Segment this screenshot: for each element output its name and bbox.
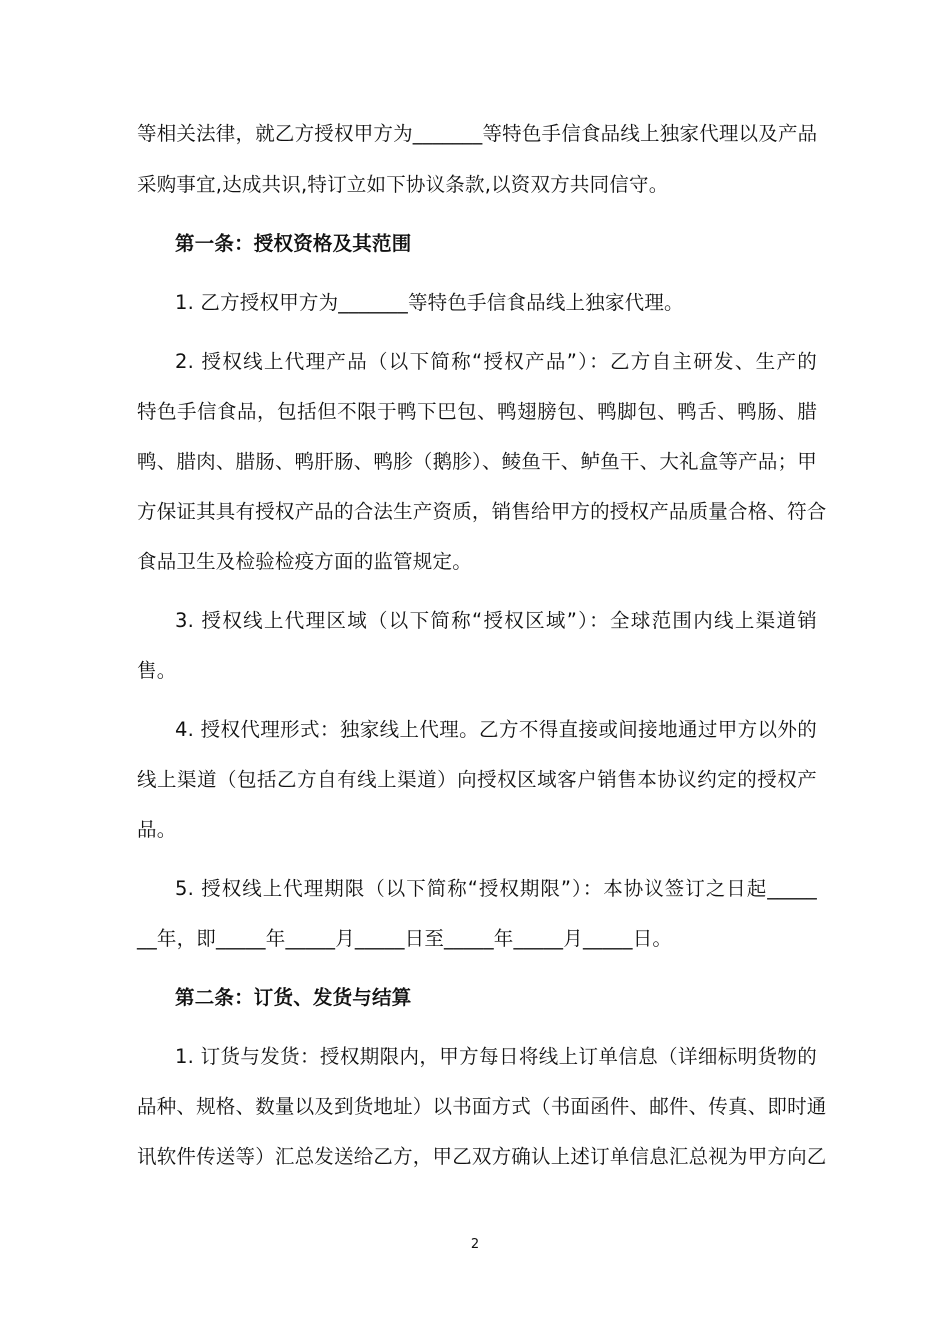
list-item: 4. 授权代理形式：独家线上代理。乙方不得直接或间接地通过甲方以外的: [175, 718, 817, 741]
paragraph-line: 等相关法律，就乙方授权甲方为_______等特色手信食品线上独家代理以及产品: [137, 122, 818, 145]
paragraph-line: 方保证其具有授权产品的合法生产资质，销售给甲方的授权产品质量合格、符合: [137, 500, 827, 523]
paragraph-line: 线上渠道（包括乙方自有线上渠道）向授权区域客户销售本协议约定的授权产: [137, 768, 817, 791]
list-item: 2. 授权线上代理产品（以下简称“授权产品”）：乙方自主研发、生产的: [175, 350, 817, 373]
list-item: 3. 授权线上代理区域（以下简称“授权区域”）：全球范围内线上渠道销: [175, 609, 817, 632]
paragraph-line: 讯软件传送等）汇总发送给乙方，甲乙双方确认上述订单信息汇总视为甲方向乙: [137, 1145, 827, 1168]
paragraph-line: 品。: [137, 818, 177, 841]
paragraph-line: 鸭、腊肉、腊肠、鸭肝肠、鸭胗（鹅胗）、鲮鱼干、鲈鱼干、大礼盒等产品；甲: [137, 450, 817, 473]
section-heading: 第一条：授权资格及其范围: [175, 232, 412, 255]
page-number: 2: [470, 1237, 480, 1252]
list-item: 1. 乙方授权甲方为_______等特色手信食品线上独家代理。: [175, 291, 684, 314]
paragraph-line: 食品卫生及检验检疫方面的监管规定。: [137, 550, 472, 573]
list-item: 5. 授权线上代理期限（以下简称“授权期限”）：本协议签订之日起_____: [175, 877, 817, 900]
paragraph-line: 特色手信食品，包括但不限于鸭下巴包、鸭翅膀包、鸭脚包、鸭舌、鸭肠、腊: [137, 400, 817, 423]
paragraph-line: 品种、规格、数量以及到货地址）以书面方式（书面函件、邮件、传真、即时通: [137, 1095, 827, 1118]
list-item: 1. 订货与发货：授权期限内，甲方每日将线上订单信息（详细标明货物的: [175, 1045, 817, 1068]
paragraph-line: 售。: [137, 659, 177, 682]
paragraph-line: __年，即_____年_____月_____日至_____年_____月_____日。: [137, 927, 673, 950]
section-heading: 第二条：订货、发货与结算: [175, 986, 412, 1009]
paragraph-line: 采购事宜,达成共识,特订立如下协议条款,以资双方共同信守。: [137, 173, 669, 196]
